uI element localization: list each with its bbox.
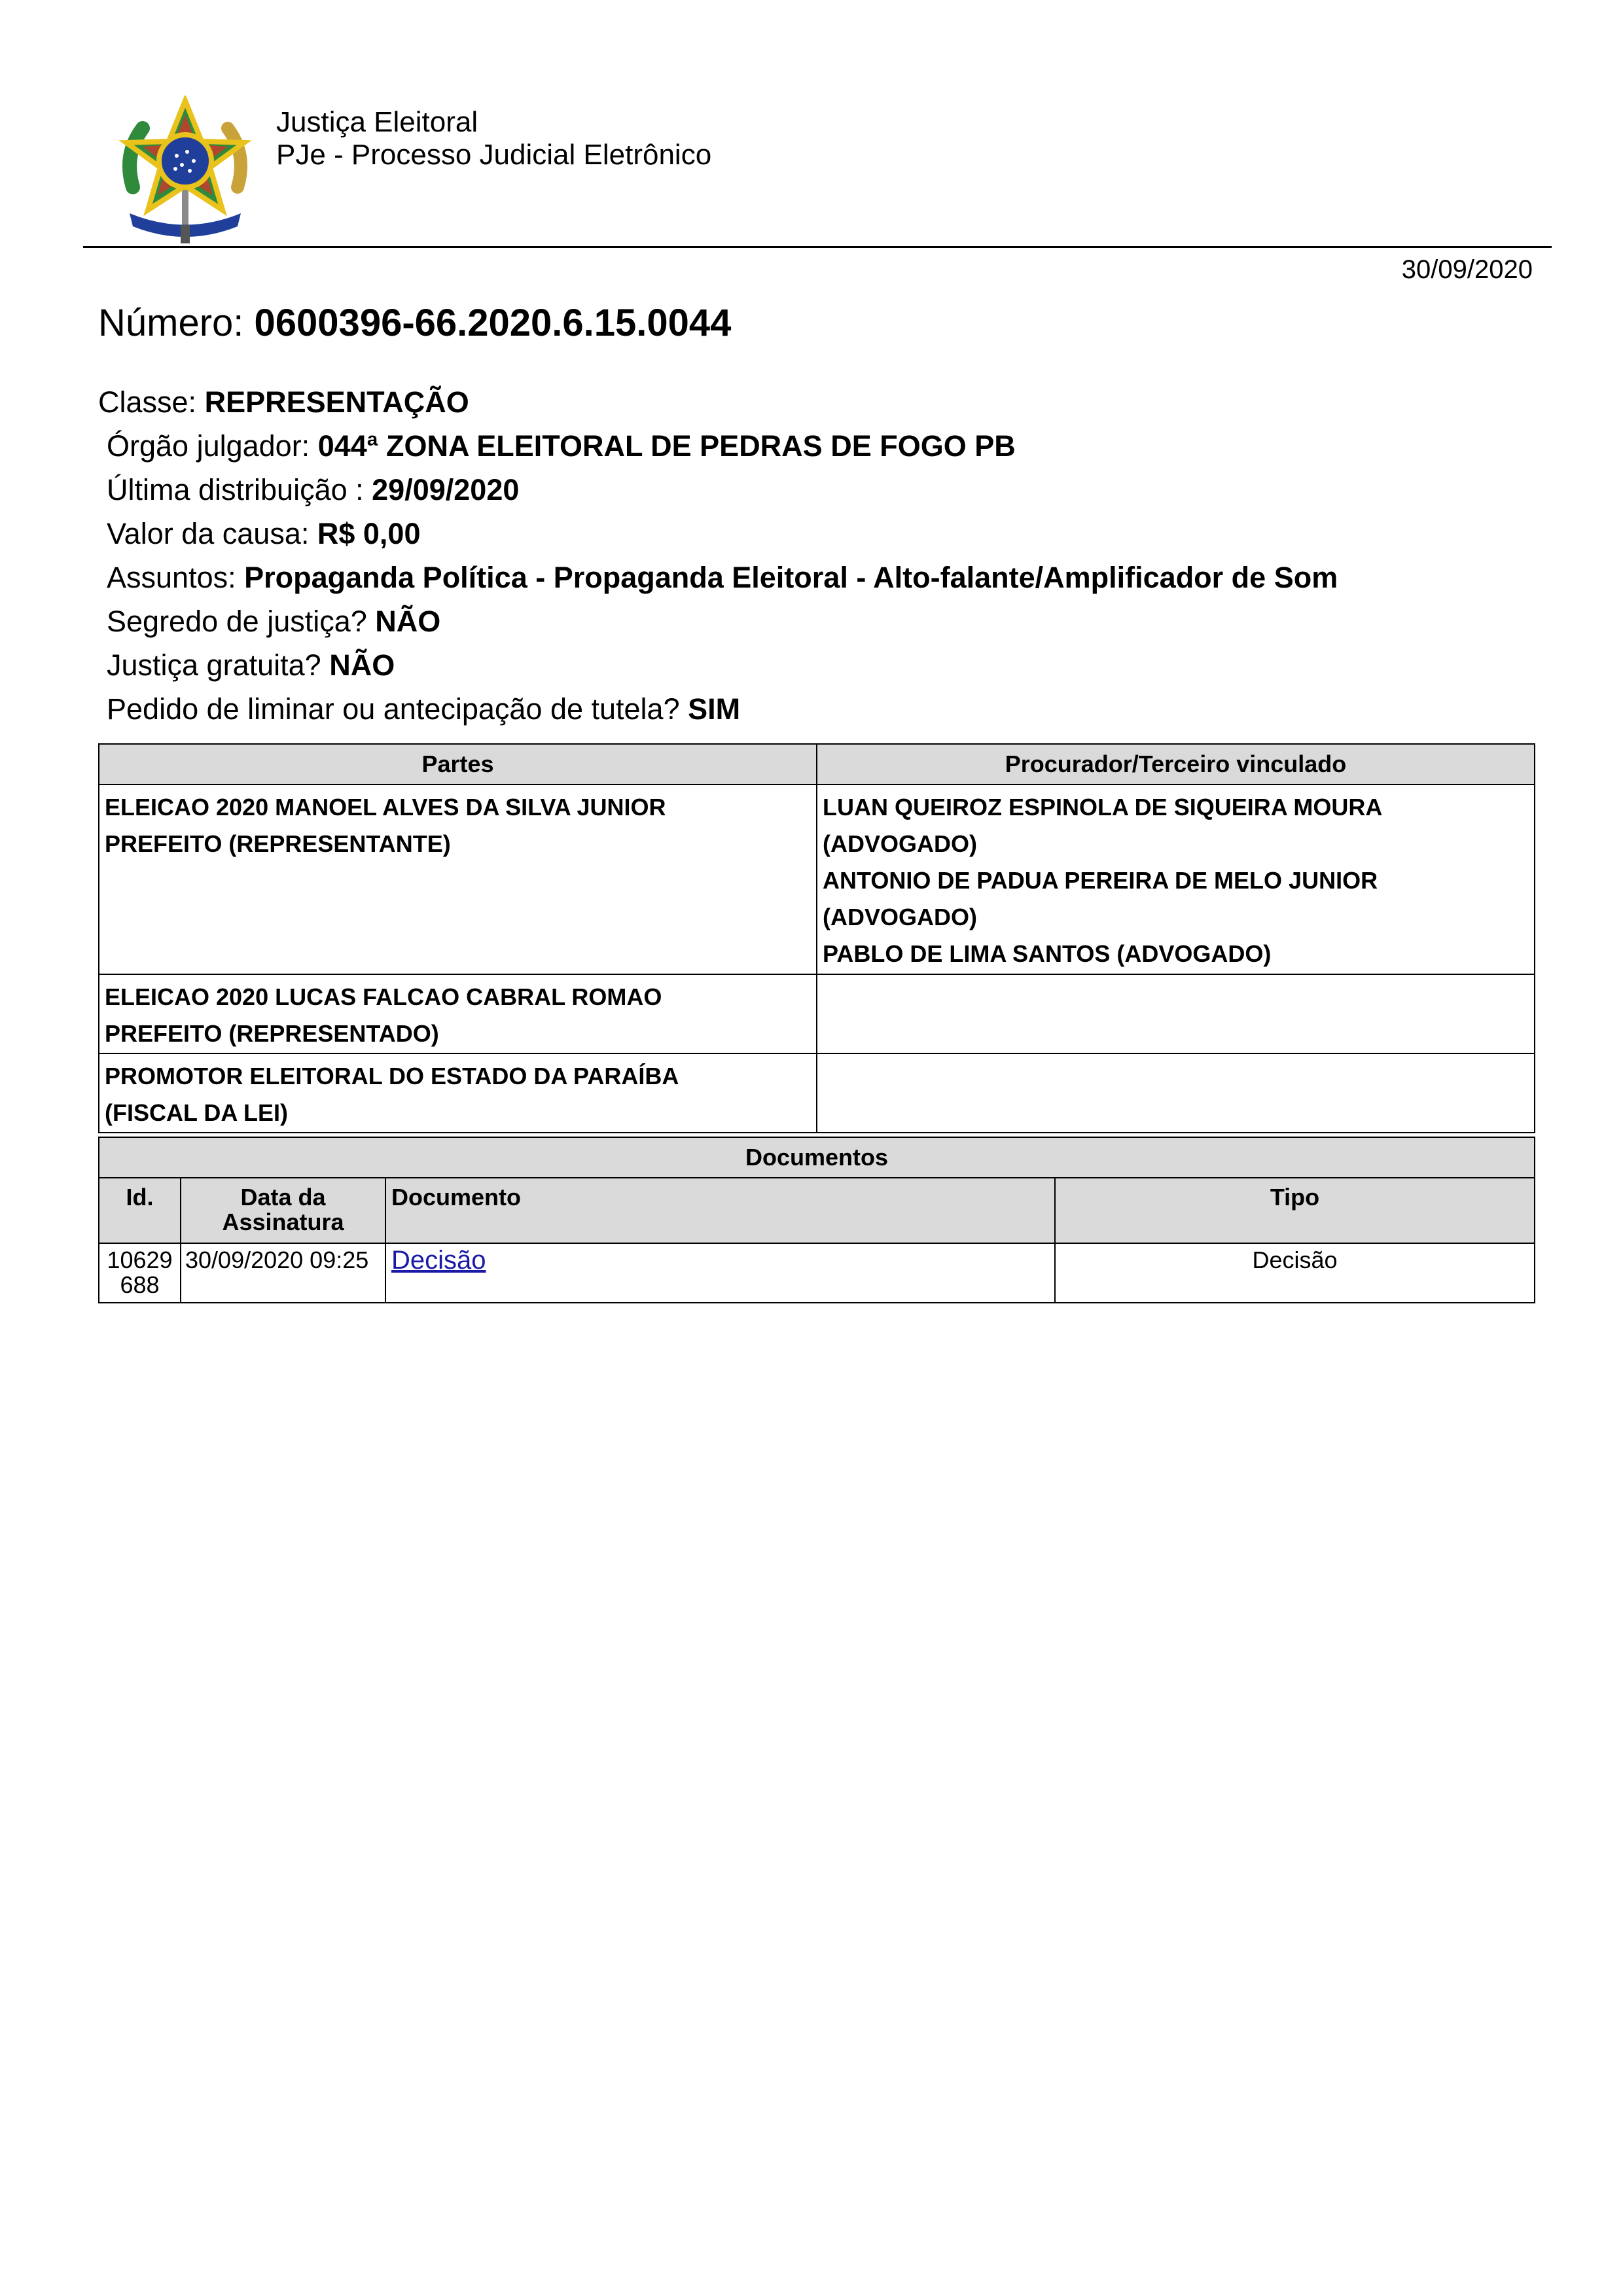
field-label: Classe: [98, 385, 197, 419]
parte-line: PROMOTOR ELEITORAL DO ESTADO DA PARAÍBA [105, 1063, 679, 1089]
field-justica-gratuita [98, 645, 1338, 689]
documento-header: Documento [385, 1178, 1055, 1243]
table-row [99, 785, 1535, 974]
field-segredo-justica [98, 601, 1338, 645]
field-valor-causa [98, 514, 1338, 557]
doc-documento-cell [385, 1243, 1055, 1303]
table-row [99, 1243, 1535, 1303]
process-fields [98, 382, 1338, 733]
data-assinatura-header [181, 1178, 385, 1243]
field-value: 29/09/2020 [372, 473, 520, 506]
procurador-line: ANTONIO DE PADUA PEREIRA DE MELO JUNIOR [823, 867, 1378, 894]
procurador-line: (ADVOGADO) [823, 830, 977, 857]
procurador-line: PABLO DE LIMA SANTOS (ADVOGADO) [823, 940, 1272, 967]
document-date: 30/09/2020 [1401, 255, 1533, 284]
doc-id-line: 688 [120, 1271, 160, 1298]
field-value: SIM [688, 692, 741, 726]
parte-cell [99, 785, 817, 974]
id-header: Id. [99, 1178, 181, 1243]
field-value: Propaganda Política - Propaganda Eleitoral - Alto-falante/Amplificador de Som [244, 561, 1338, 594]
parte-line: ELEICAO 2020 MANOEL ALVES DA SILVA JUNIOR [105, 794, 666, 821]
header-text [276, 106, 711, 171]
documentos-title-row [99, 1137, 1535, 1178]
doc-data-cell: 30/09/2020 09:25 [181, 1243, 385, 1303]
table-row [99, 1053, 1535, 1133]
header-line: Assinatura [222, 1209, 344, 1235]
parte-cell [99, 1053, 817, 1133]
field-label: Última distribuição : [107, 473, 364, 506]
parte-cell [99, 974, 817, 1053]
field-value: NÃO [329, 648, 395, 682]
field-orgao-julgador [98, 426, 1338, 470]
field-label: Assuntos: [107, 561, 236, 594]
field-label: Justiça gratuita? [107, 648, 321, 682]
field-assuntos [98, 557, 1338, 601]
header-system: PJe - Processo Judicial Eletrônico [276, 139, 712, 171]
field-classe [98, 382, 1338, 426]
process-number-label: Número: [98, 302, 244, 344]
procurador-cell [817, 1053, 1535, 1133]
partes-table [98, 743, 1535, 1133]
header-line: Data da [240, 1184, 326, 1210]
emblem-svg [116, 96, 254, 246]
tipo-header: Tipo [1055, 1178, 1535, 1243]
parte-line: (FISCAL DA LEI) [105, 1099, 288, 1126]
partes-header: Partes [99, 744, 817, 785]
field-label: Segredo de justiça? [107, 605, 367, 638]
field-label: Órgão julgador: [107, 429, 310, 463]
brazil-coat-of-arms-icon [116, 96, 254, 246]
procurador-header: Procurador/Terceiro vinculado [817, 744, 1535, 785]
doc-tipo-cell: Decisão [1055, 1243, 1535, 1303]
field-label: Pedido de liminar ou antecipação de tutela? [107, 692, 680, 726]
doc-id-cell [99, 1243, 181, 1303]
partes-header-row [99, 744, 1535, 785]
document-link[interactable]: Decisão [391, 1246, 486, 1275]
field-value: R$ 0,00 [317, 517, 421, 550]
documentos-title: Documentos [99, 1137, 1535, 1178]
procurador-line: LUAN QUEIROZ ESPINOLA DE SIQUEIRA MOURA [823, 794, 1383, 821]
field-value: 044ª ZONA ELEITORAL DE PEDRAS DE FOGO PB [317, 429, 1016, 463]
field-ultima-distribuicao [98, 470, 1338, 514]
documentos-table [98, 1137, 1535, 1303]
process-number-value: 0600396-66.2020.6.15.0044 [254, 302, 732, 344]
header-divider [83, 246, 1552, 248]
field-pedido-liminar [98, 689, 1338, 733]
documentos-header-row [99, 1178, 1535, 1243]
procurador-line: (ADVOGADO) [823, 904, 977, 930]
procurador-cell [817, 785, 1535, 974]
parte-line: PREFEITO (REPRESENTANTE) [105, 830, 451, 857]
field-value: REPRESENTAÇÃO [204, 385, 469, 419]
field-label: Valor da causa: [107, 517, 310, 550]
doc-id-line: 10629 [107, 1246, 173, 1273]
parte-line: ELEICAO 2020 LUCAS FALCAO CABRAL ROMAO [105, 983, 662, 1010]
parte-line: PREFEITO (REPRESENTADO) [105, 1020, 439, 1047]
header-org: Justiça Eleitoral [276, 106, 478, 138]
procurador-cell [817, 974, 1535, 1053]
table-row [99, 974, 1535, 1053]
field-value: NÃO [375, 605, 441, 638]
process-number [98, 301, 731, 345]
